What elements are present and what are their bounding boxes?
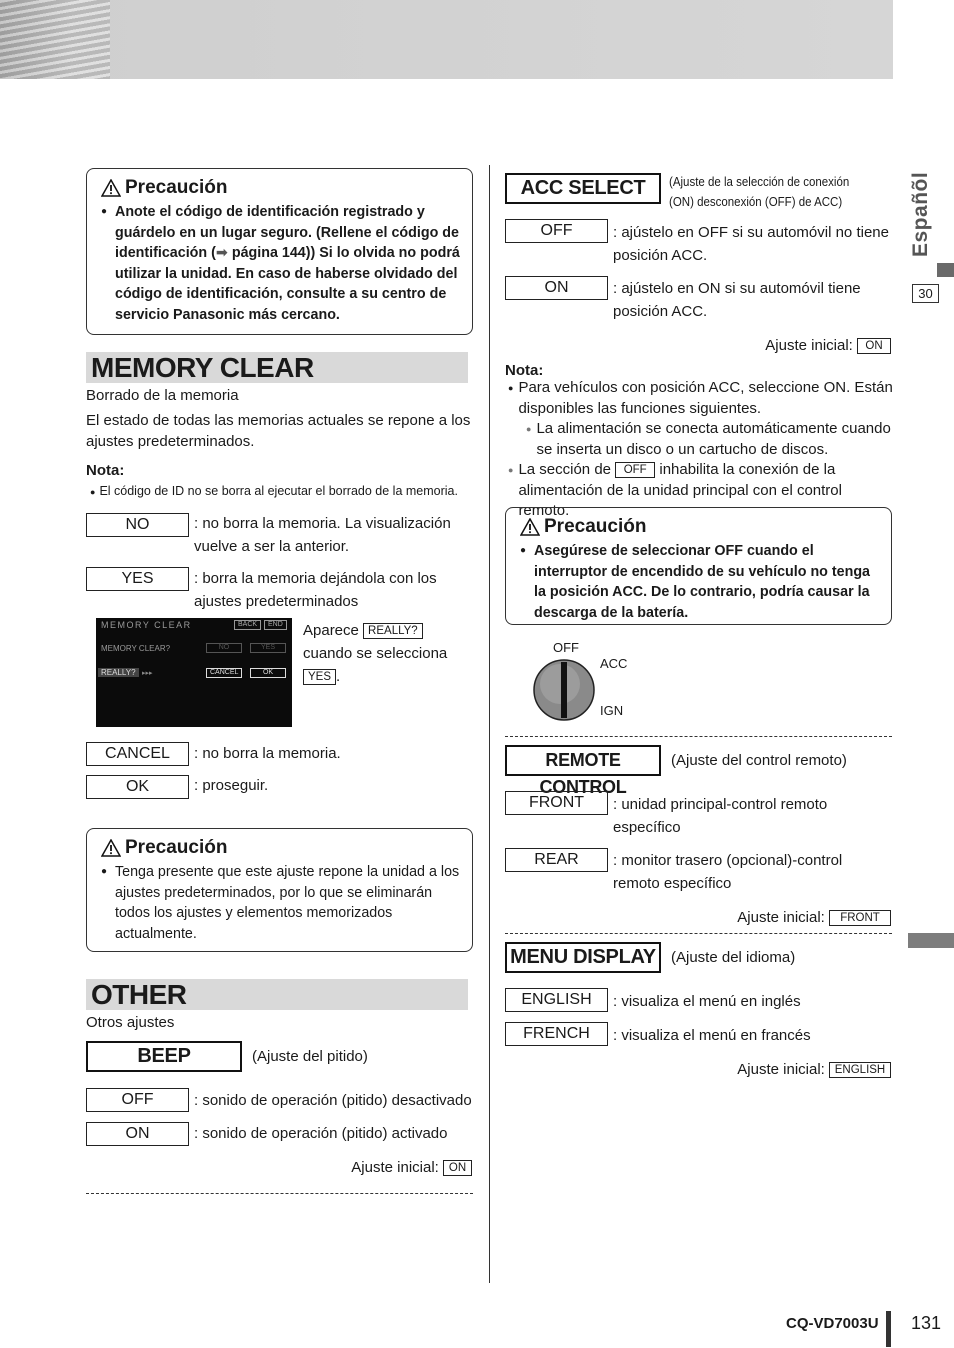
option-ok: OK	[86, 775, 189, 799]
initial-label: Ajuste inicial:	[351, 1159, 439, 1176]
column-divider	[489, 165, 490, 1283]
really-box: REALLY?	[363, 623, 423, 639]
bullet-dot: ●	[101, 866, 108, 877]
warning-icon	[520, 518, 540, 536]
caution-box-id-code	[86, 168, 473, 335]
acc-nota-list	[508, 378, 893, 522]
acc-nota1-text: Para vehículos con posición ACC, seleccione ON. Están disponibles las funciones siguientes.	[518, 379, 893, 417]
bullet-dot: ●	[526, 424, 532, 434]
menu-initial	[680, 1061, 891, 1078]
screen-cancel: CANCEL	[206, 668, 242, 678]
option-cancel-desc: : no borra la memoria.	[194, 745, 341, 762]
bullet-dot: ●	[90, 487, 96, 497]
beep-option-off-desc: : sonido de operación (pitido) desactivado	[194, 1092, 472, 1109]
caution-heading	[101, 837, 460, 859]
beep-option-off: OFF	[86, 1088, 189, 1112]
caution-bullet	[520, 541, 879, 623]
page-number: 131	[911, 1313, 942, 1333]
initial-label: Ajuste inicial:	[765, 337, 853, 354]
acc-option-on: ON	[505, 276, 608, 300]
menu-display-header: MENU DISPLAY	[505, 942, 661, 973]
screen-end: END	[264, 620, 287, 630]
caution-text: Tenga presente que este ajuste repone la unidad a los ajustes predeterminados, por lo que se eliminarán todos los ajustes y elementos memorizados actualmente.	[115, 864, 460, 942]
acc-select-desc: (Ajuste de la selección de conexión (ON) desconexión (OFF) de ACC)	[669, 175, 850, 209]
caution-text	[115, 202, 460, 325]
caution-heading	[520, 516, 879, 538]
menu-option-french-desc: : visualiza el menú en francés	[613, 1027, 811, 1044]
remote-option-front: FRONT	[505, 791, 608, 815]
dotted-divider	[505, 933, 892, 934]
header-band	[0, 0, 893, 79]
initial-value: ON	[443, 1160, 472, 1176]
caution-bullet	[101, 202, 460, 325]
ignition-ign-label: IGN	[600, 703, 624, 718]
memory-clear-screenshot	[96, 618, 292, 727]
beep-option-on: ON	[86, 1122, 189, 1146]
beep-option-on-desc: : sonido de operación (pitido) activado	[194, 1125, 448, 1142]
other-title: OTHER	[86, 979, 468, 1010]
warning-icon	[101, 179, 121, 197]
remote-option-front-desc: : unidad principal-control remoto específico	[613, 796, 828, 836]
nota-text: El código de ID no se borra al ejecutar el borrado de la memoria.	[99, 484, 458, 498]
menu-display-desc: (Ajuste del idioma)	[671, 949, 796, 966]
option-cancel: CANCEL	[86, 742, 189, 766]
initial-value: FRONT	[829, 910, 891, 926]
language-marker	[937, 263, 954, 277]
acc-nota1-sub-text: La alimentación se conecta automáticamente cuando se inserta un disco o un cartucho de discos.	[536, 420, 891, 458]
arrow-icon: ➡	[215, 245, 228, 261]
off-mini-box: OFF	[615, 462, 655, 478]
remote-initial	[680, 909, 891, 926]
initial-label: Ajuste inicial:	[737, 1061, 825, 1078]
option-no: NO	[86, 513, 189, 537]
initial-value: ON	[857, 338, 891, 354]
memory-clear-title: MEMORY CLEAR	[86, 352, 468, 383]
screen-arrows: ▸▸▸	[142, 670, 153, 677]
screen-yes: YES	[250, 643, 286, 653]
remote-control-header: REMOTE CONTROL	[505, 745, 661, 776]
page-ref-box: 30	[912, 284, 939, 303]
memory-clear-subtitle: Borrado de la memoria	[86, 387, 239, 404]
option-yes-desc: : borra la memoria dejándola con los ajustes predeterminados	[194, 570, 437, 610]
caution-box-reset	[86, 828, 473, 952]
acc-option-on-desc: : ajústelo en ON si su automóvil tiene posición ACC.	[613, 280, 861, 320]
caution-bullet	[101, 862, 460, 944]
option-yes: YES	[86, 567, 189, 591]
appears-note	[303, 619, 473, 688]
appears-text-1: Aparece	[303, 622, 359, 639]
screen-really: REALLY?	[98, 668, 139, 677]
remote-option-rear: REAR	[505, 848, 608, 872]
beep-initial	[300, 1159, 472, 1176]
acc-nota-label: Nota:	[505, 362, 544, 379]
acc-nota-subitem	[508, 419, 893, 460]
caution-title: Precaución	[125, 177, 228, 198]
caution-title: Precaución	[125, 837, 228, 858]
menu-option-english-desc: : visualiza el menú en inglés	[613, 993, 801, 1010]
screen-title: MEMORY CLEAR	[101, 620, 192, 630]
initial-label: Ajuste inicial:	[737, 909, 825, 926]
screen-question: MEMORY CLEAR?	[101, 644, 171, 653]
dotted-divider	[505, 736, 892, 737]
appears-dot: .	[336, 668, 341, 685]
model-number: CQ-VD7003U	[786, 1315, 879, 1332]
bullet-dot: ●	[508, 465, 514, 475]
language-tab	[907, 165, 954, 277]
beep-desc: (Ajuste del pitido)	[252, 1048, 368, 1065]
warning-icon	[101, 839, 121, 857]
acc-nota-item	[508, 378, 893, 419]
initial-value: ENGLISH	[829, 1062, 891, 1078]
language-label: Españõl	[909, 171, 932, 257]
screen-ok: OK	[250, 668, 286, 678]
nota-item	[90, 484, 475, 500]
other-subtitle: Otros ajustes	[86, 1014, 175, 1031]
acc-option-off: OFF	[505, 219, 608, 243]
caution-text-b: página 144)) Si lo olvida no podrá utilizar la unidad. En caso de haberse olvidado del código de identificación, consulte a su centro de servicio Panasonic más cercano.	[115, 245, 460, 323]
ignition-acc-label: ACC	[600, 656, 628, 671]
header-texture	[0, 0, 110, 79]
dotted-divider	[86, 1193, 473, 1194]
appears-text-2: cuando se selecciona	[303, 645, 448, 662]
caution-box-acc	[505, 507, 892, 625]
bullet-dot: ●	[101, 206, 108, 217]
acc-nota2-b: inhabilita la conexión de la alimentación de la unidad principal con el control remoto.	[518, 461, 842, 519]
side-gray-tab	[908, 933, 954, 948]
menu-option-english: ENGLISH	[505, 988, 608, 1012]
caution-heading	[101, 177, 460, 199]
bullet-dot: ●	[508, 383, 514, 393]
caution-text: Asegúrese de seleccionar OFF cuando el interruptor de encendido de su vehículo no tenga la posición ACC. De lo contrario, podría causar la descarga de la batería.	[534, 543, 871, 621]
yes-box: YES	[303, 669, 336, 685]
screen-no: NO	[206, 643, 242, 653]
ignition-off-label: OFF	[553, 640, 579, 655]
nota-label: Nota:	[86, 462, 125, 479]
acc-nota2-a: La sección de	[518, 461, 612, 478]
option-ok-desc: : proseguir.	[194, 777, 269, 794]
option-no-desc: : no borra la memoria. La visualización vuelve a ser la anterior.	[194, 515, 451, 555]
menu-option-french: FRENCH	[505, 1022, 608, 1046]
acc-option-off-desc: : ajústelo en OFF si su automóvil no tiene posición ACC.	[613, 224, 889, 264]
remote-control-desc: (Ajuste del control remoto)	[671, 752, 847, 769]
screen-back: BACK	[234, 620, 261, 630]
acc-initial	[700, 337, 891, 354]
caution-title: Precaución	[544, 516, 647, 537]
beep-header: BEEP	[86, 1041, 242, 1072]
memory-clear-desc: El estado de todas las memorias actuales se repone a los ajustes predeterminados.	[86, 412, 471, 450]
footer-bar	[886, 1311, 891, 1347]
remote-option-rear-desc: : monitor trasero (opcional)-control remoto específico	[613, 852, 843, 892]
acc-select-header: ACC SELECT	[505, 173, 661, 204]
bullet-dot: ●	[520, 545, 527, 556]
caution-text-a: Anote el código de identificación registrado y guárdelo en un lugar seguro. (Rellene el código de identificación (	[115, 204, 459, 261]
ignition-switch-icon	[530, 652, 600, 724]
